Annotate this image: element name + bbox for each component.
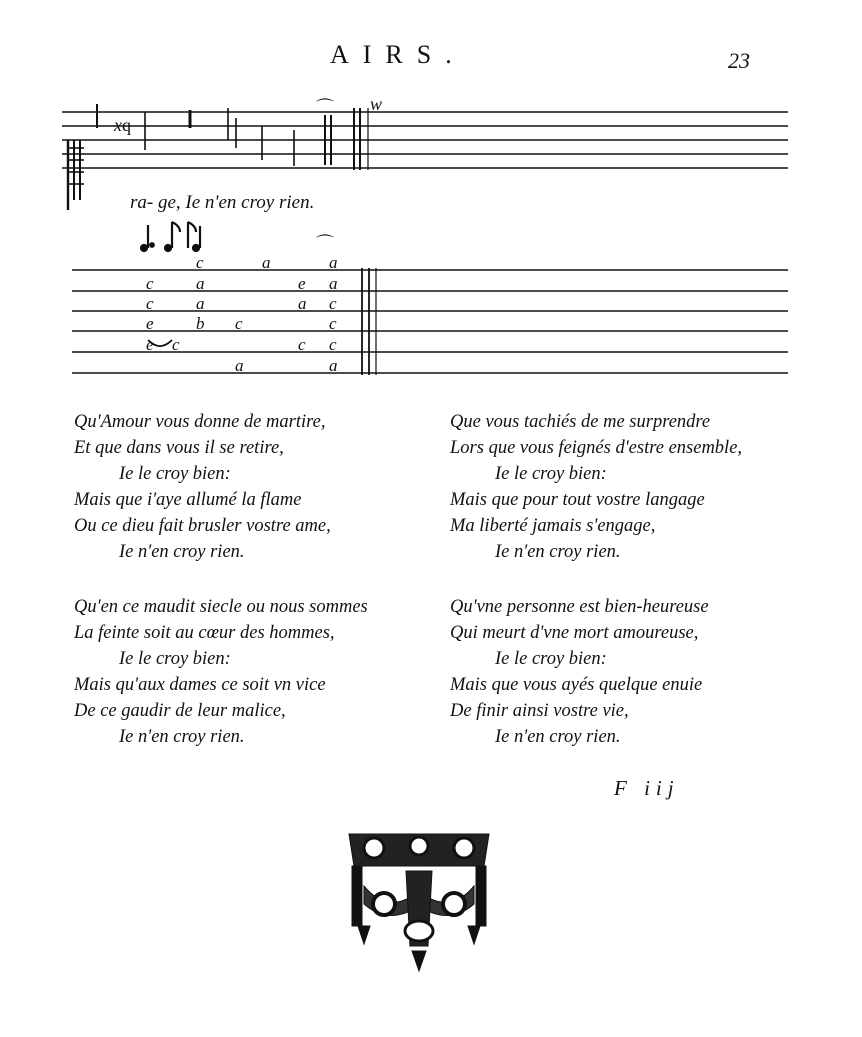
lyric-line: ra- ge, Ie n'en croy rien. bbox=[130, 192, 315, 213]
tab-letter: c bbox=[172, 335, 180, 354]
tab-letter: c bbox=[329, 314, 337, 333]
stanza-line: Que vous tachiés de me surprendre bbox=[450, 412, 711, 432]
tab-letter: a bbox=[262, 253, 271, 272]
tab-letter: a bbox=[298, 294, 307, 313]
stanza-line: Mais que i'aye allumé la flame bbox=[74, 490, 302, 510]
tab-letter: a bbox=[329, 274, 338, 293]
stanza-line: Ie n'en croy rien. bbox=[119, 727, 245, 747]
tab-letter: c bbox=[298, 335, 306, 354]
tablature-staff bbox=[72, 268, 788, 375]
tab-letter: a bbox=[329, 356, 338, 375]
svg-text:⌒: ⌒ bbox=[316, 98, 334, 118]
page-number: 23 bbox=[728, 48, 750, 73]
tablature-letters bbox=[146, 253, 338, 375]
tab-letter: e bbox=[146, 314, 154, 333]
stanza-2 bbox=[450, 409, 742, 565]
tab-letter: b bbox=[196, 314, 205, 333]
svg-text:w: w bbox=[370, 94, 383, 114]
stanza-line: Qui meurt d'vne mort amoureuse, bbox=[450, 623, 699, 643]
stanza-line: Ie le croy bien: bbox=[495, 649, 607, 669]
tab-letter: a bbox=[329, 253, 338, 272]
stanza-line: De finir ainsi vostre vie, bbox=[450, 701, 629, 721]
stanza-line: Ie le croy bien: bbox=[495, 464, 607, 484]
stanza-line: Mais qu'aux dames ce soit vn vice bbox=[74, 675, 326, 695]
stanza-4 bbox=[450, 594, 709, 750]
tab-letter: c bbox=[329, 335, 337, 354]
tab-letter: c bbox=[146, 274, 154, 293]
svg-text:⌒: ⌒ bbox=[316, 234, 334, 254]
tab-letter: c bbox=[146, 294, 154, 313]
svg-text:q: q bbox=[122, 115, 131, 135]
stanza-3 bbox=[74, 594, 368, 750]
stanza-line: Ie le croy bien: bbox=[119, 649, 231, 669]
tab-letter: e bbox=[298, 274, 306, 293]
tab-letter: a bbox=[235, 356, 244, 375]
tab-letter: c bbox=[235, 314, 243, 333]
rhythm-signs bbox=[141, 222, 200, 251]
stanza-line: De ce gaudir de leur malice, bbox=[74, 701, 286, 721]
tab-letter: a bbox=[196, 294, 205, 313]
stanza-line: Ie n'en croy rien. bbox=[495, 727, 621, 747]
page-title: AIRS. bbox=[330, 40, 466, 69]
stanza-line: Qu'Amour vous donne de martire, bbox=[74, 412, 326, 432]
stanza-line: Ie le croy bien: bbox=[119, 464, 231, 484]
stanza-line: Mais que vous ayés quelque enuie bbox=[450, 675, 703, 695]
tab-letter: c bbox=[196, 253, 204, 272]
ornament-vignette bbox=[344, 826, 494, 976]
stanza-line: Ie n'en croy rien. bbox=[119, 542, 245, 562]
stanza-line: Ou ce dieu fait brusler vostre ame, bbox=[74, 516, 331, 536]
stanza-line: Ma liberté jamais s'engage, bbox=[450, 516, 656, 536]
stanza-line: Et que dans vous il se retire, bbox=[74, 438, 284, 458]
svg-text:x: x bbox=[114, 115, 122, 135]
stanza-line: Qu'vne personne est bien-heureuse bbox=[450, 597, 709, 617]
stanza-1 bbox=[74, 409, 331, 565]
tab-letter: a bbox=[196, 274, 205, 293]
stanza-line: Lors que vous feignés d'estre ensemble, bbox=[450, 438, 743, 458]
stanza-line: La feinte soit au cœur des hommes, bbox=[74, 623, 335, 643]
tab-letter: e bbox=[146, 335, 154, 354]
signature-mark: F iij bbox=[614, 776, 680, 800]
stanza-line: Qu'en ce maudit siecle ou nous sommes bbox=[74, 597, 368, 617]
stanza-line: Mais que pour tout vostre langage bbox=[450, 490, 705, 510]
tab-letter: c bbox=[329, 294, 337, 313]
stanza-line: Ie n'en croy rien. bbox=[495, 542, 621, 562]
